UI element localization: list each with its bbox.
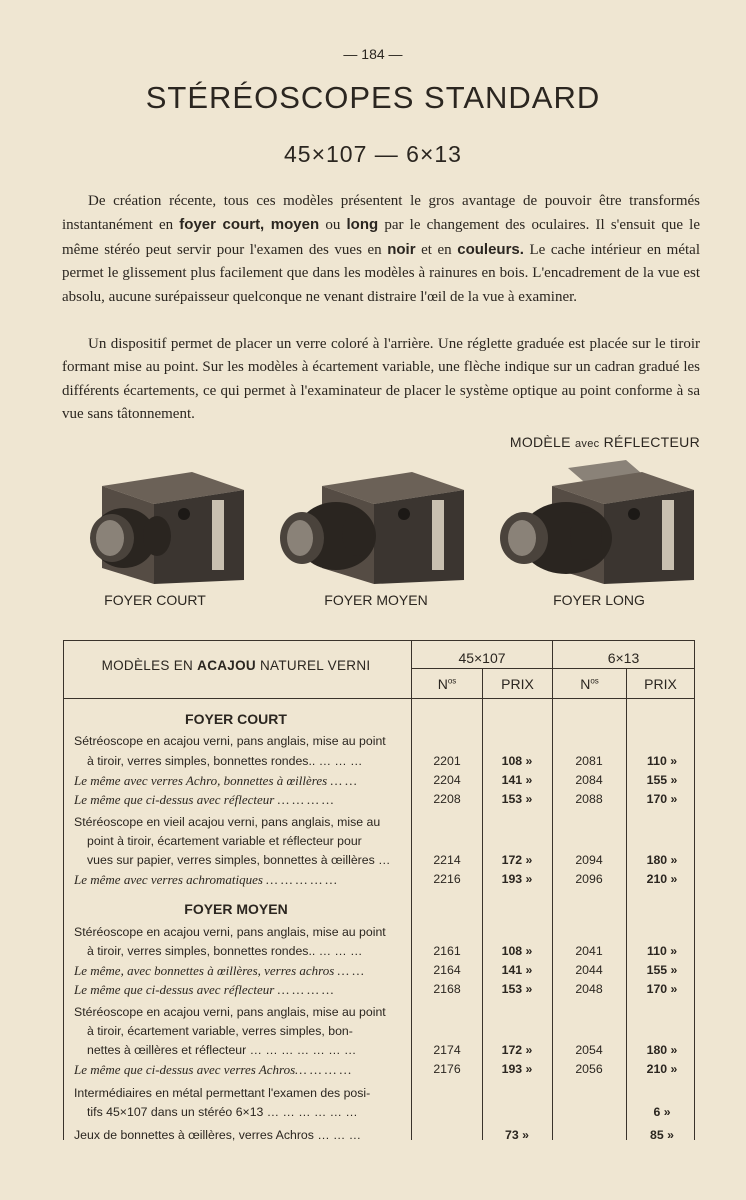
cell-p2: 155 » bbox=[646, 963, 678, 977]
page-title: STÉRÉOSCOPES STANDARD bbox=[145, 80, 601, 115]
cell-n1: 2164 bbox=[433, 963, 461, 977]
cell-n1: 2161 bbox=[433, 944, 461, 958]
cell-n2: 2056 bbox=[575, 1062, 603, 1076]
caption-foyer-moyen: FOYER MOYEN bbox=[324, 592, 428, 608]
stereoscope-long-focus-illustration bbox=[496, 458, 698, 586]
table-row bbox=[63, 813, 695, 832]
row-description: nettes à œillères et réflecteur … … … … … … … bbox=[87, 1043, 357, 1057]
table-row bbox=[63, 1103, 695, 1122]
row-description: à tiroir, écartement variable, verres simples, bon- bbox=[87, 1024, 353, 1038]
intro-paragraph-1: De création récente, tous ces modèles présentent le gros avantage de pouvoir être transformés instantanément en foyer court, moyen ou long par le changement des oculaires. Il s'ensuit que le même stéréo peut servir pour l'examen des vues en noir et en couleurs. Le cache intérieur en métal permet le glissement plus facilement que dans les modèles à rainures en bois. L'encadrement de la vue est absolu, aucune surépaisseur quelconque ne venant distraire l'œil de la vue à examiner. bbox=[62, 193, 701, 305]
table-header-no-2: $N^{os}$ bbox=[580, 676, 599, 692]
cell-p1: 153 » bbox=[501, 792, 533, 806]
cell-p1: 73 » bbox=[505, 1128, 529, 1142]
cell-p1: 193 » bbox=[501, 1062, 533, 1076]
row-description: Intermédiaires en métal permettant l'examen des posi- bbox=[74, 1086, 371, 1100]
cell-p2: 110 » bbox=[646, 944, 678, 958]
row-description: à tiroir, verres simples, bonnettes rondes.. … … … bbox=[87, 754, 363, 768]
row-description: Le même avec verres achromatiques … … … … … bbox=[74, 872, 337, 887]
table-row bbox=[63, 771, 695, 790]
table-row bbox=[63, 752, 695, 771]
intro-paragraph-2: Un dispositif permet de placer un verre coloré à l'arrière. Une réglette graduée est placée sur le tiroir formant mise au point. Sur les modèles à écartement variable, une flèche indique sur un cadran gradué les différents écartements, ce qui permet à l'examinateur de placer le système optique au point conforme à sa vue sans tâtonnement. bbox=[62, 336, 700, 423]
cell-p2: 170 » bbox=[646, 792, 678, 806]
row-description: Le même, avec bonnettes à œillères, verres achros … … bbox=[74, 963, 364, 978]
stereoscope-medium-focus-illustration bbox=[272, 468, 468, 586]
row-description: Le même que ci-dessus avec réflecteur … … … … bbox=[74, 982, 334, 997]
table-row bbox=[63, 1022, 695, 1041]
cell-p2: 110 » bbox=[646, 754, 678, 768]
row-description: tifs 45×107 dans un stéréo 6×13 … … … … … … bbox=[87, 1105, 358, 1119]
row-description: Stéréoscope en vieil acajou verni, pans anglais, mise au bbox=[74, 815, 381, 829]
cell-n2: 2084 bbox=[575, 773, 603, 787]
section-foyer-moyen: FOYER MOYEN bbox=[184, 901, 288, 917]
page-number: — 184 — bbox=[343, 46, 403, 62]
table-row bbox=[63, 942, 695, 961]
table-header-size-45x107: 45×107 bbox=[458, 650, 506, 666]
table-row bbox=[63, 1126, 695, 1145]
row-description: Le même que ci-dessus avec verres Achros… … … … bbox=[74, 1062, 352, 1077]
cell-n1: 2176 bbox=[433, 1062, 461, 1076]
format-subtitle: 45×107 — 6×13 bbox=[284, 141, 462, 167]
table-row bbox=[63, 870, 695, 889]
cell-n2: 2041 bbox=[575, 944, 603, 958]
cell-n2: 2054 bbox=[575, 1043, 603, 1057]
cell-n2: 2088 bbox=[575, 792, 603, 806]
cell-n2: 2044 bbox=[575, 963, 603, 977]
table-header-price-2: PRIX bbox=[644, 676, 677, 692]
caption-foyer-court: FOYER COURT bbox=[104, 592, 206, 608]
table-header-size-6x13: 6×13 bbox=[607, 650, 640, 666]
row-description: Sétréoscope en acajou verni, pans anglais, mise au point bbox=[74, 734, 386, 748]
row-description: Le même que ci-dessus avec réflecteur … … … … bbox=[74, 792, 334, 807]
cell-n1: 2201 bbox=[433, 754, 461, 768]
reflector-model-label: MODÈLE avec RÉFLECTEUR bbox=[509, 434, 700, 450]
cell-n1: 2174 bbox=[433, 1043, 461, 1057]
cell-p1: 108 » bbox=[501, 754, 533, 768]
cell-p1: 153 » bbox=[501, 982, 533, 996]
row-description: à tiroir, verres simples, bonnettes rondes.. … … … bbox=[87, 944, 363, 958]
cell-p2: 155 » bbox=[646, 773, 678, 787]
cell-p2: 85 » bbox=[650, 1128, 674, 1142]
cell-p2: 180 » bbox=[646, 853, 678, 867]
table-header-models: MODÈLES EN ACAJOU NATUREL VERNI bbox=[101, 658, 371, 673]
table-row bbox=[63, 832, 695, 851]
row-description: Le même avec verres Achro, bonnettes à œillères … … bbox=[74, 773, 357, 788]
row-description: vues sur papier, verres simples, bonnettes à œillères … bbox=[87, 853, 391, 867]
cell-p1: 193 » bbox=[501, 872, 533, 886]
cell-n2: 2048 bbox=[575, 982, 603, 996]
table-header-no-1: $N^{os}$ bbox=[437, 676, 457, 692]
cell-n2: 2094 bbox=[575, 853, 603, 867]
cell-n2: 2081 bbox=[575, 754, 603, 768]
table-row bbox=[63, 1003, 695, 1022]
table-row bbox=[63, 1060, 695, 1079]
cell-n1: 2216 bbox=[433, 872, 461, 886]
cell-p1: 172 » bbox=[501, 1043, 533, 1057]
cell-p2: 170 » bbox=[646, 982, 678, 996]
section-foyer-court: FOYER COURT bbox=[185, 711, 287, 727]
table-row bbox=[63, 790, 695, 809]
cell-n2: 2096 bbox=[575, 872, 603, 886]
table-row bbox=[63, 1084, 695, 1103]
cell-n1: 2214 bbox=[433, 853, 461, 867]
cell-p2: 210 » bbox=[646, 1062, 678, 1076]
table-row bbox=[63, 961, 695, 980]
table-row bbox=[63, 1041, 695, 1060]
cell-n1: 2208 bbox=[433, 792, 461, 806]
table-header-divider bbox=[63, 698, 695, 699]
cell-p1: 172 » bbox=[501, 853, 533, 867]
cell-p2: 210 » bbox=[646, 872, 678, 886]
stereoscope-short-focus-illustration bbox=[62, 468, 248, 586]
table-row bbox=[63, 923, 695, 942]
table-row bbox=[63, 732, 695, 751]
table-header-price-1: PRIX bbox=[501, 676, 534, 692]
row-description: Stéréoscope en acajou verni, pans anglais, mise au point bbox=[74, 925, 386, 939]
cell-p1: 141 » bbox=[501, 773, 533, 787]
row-description: Jeux de bonnettes à œillères, verres Achros … … … bbox=[74, 1128, 362, 1142]
cell-n1: 2204 bbox=[433, 773, 461, 787]
table-row bbox=[63, 851, 695, 870]
price-table bbox=[63, 640, 695, 1140]
row-description: point à tiroir, écartement variable et réflecteur pour bbox=[87, 834, 362, 848]
row-description: Stéréoscope en acajou verni, pans anglais, mise au point bbox=[74, 1005, 386, 1019]
table-size-divider bbox=[411, 668, 695, 669]
cell-n1: 2168 bbox=[433, 982, 461, 996]
caption-foyer-long: FOYER LONG bbox=[553, 592, 645, 608]
cell-p2: 180 » bbox=[646, 1043, 678, 1057]
cell-p1: 108 » bbox=[501, 944, 533, 958]
cell-p2: 6 » bbox=[653, 1105, 671, 1119]
cell-p1: 141 » bbox=[501, 963, 533, 977]
table-top-border bbox=[63, 640, 695, 641]
table-row bbox=[63, 980, 695, 999]
